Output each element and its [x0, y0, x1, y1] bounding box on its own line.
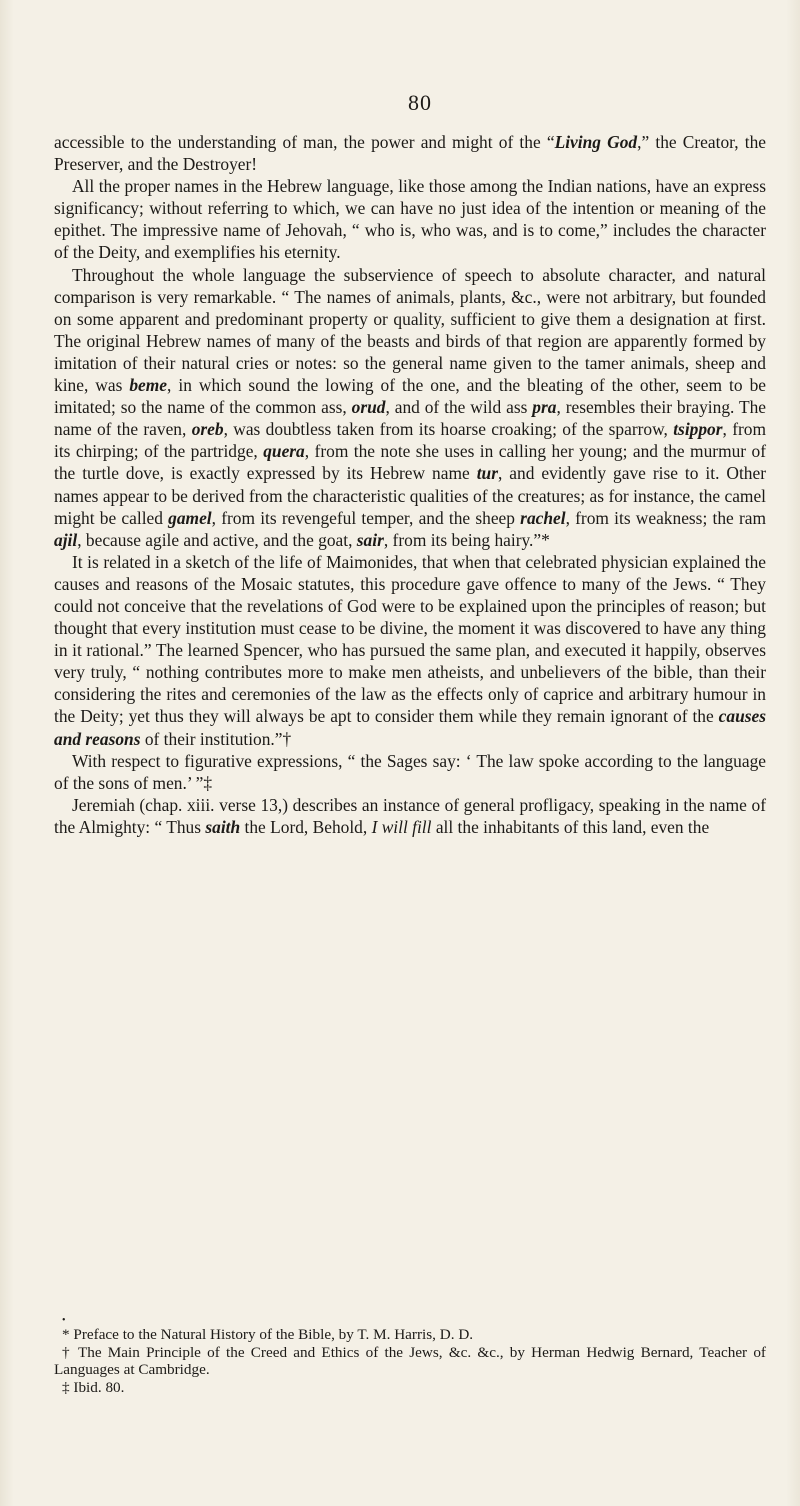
footnotes — [54, 1316, 766, 1396]
text-run: the Lord, Behold, — [240, 816, 372, 837]
emphasized-word: causes and reasons — [54, 706, 766, 749]
text-run: of their institution.”† — [140, 728, 292, 749]
footnote-separator-mark: • — [62, 1315, 66, 1326]
text-run: It is related in a sketch of the life of Maimonides, that when that celebrated physician explained the causes and reasons of the Mosaic statutes, this procedure gave offence to many of the Jews. “ They could not conceive that the revelations of God were to be explained upon the principles of reason; but thought that every institution must cease to be divine, the moment it was discovered to have any thing in it rational.” The learned Spencer, who has pursued the same plan, and executed it happily, observes very truly, “ nothing contributes more to make men atheists, and unbelievers of the bible, than their considering the rites and ceremonies of the law as the effects only of caprice and arbitrary humour in the Deity; yet thus they will always be apt to consider them while they remain ignorant of the — [54, 551, 766, 727]
text-run: With respect to figurative expressions, “ the Sages say: ‘ The law spoke according to the language of the sons of men.’ ”‡ — [54, 750, 766, 793]
text-run: Jeremiah (chap. xiii. verse 13,) describes an instance of general profligacy, speaking in the name of the Almighty: “ Thus — [54, 794, 766, 837]
emphasized-word: tsippor — [673, 419, 723, 440]
text-run: All the proper names in the Hebrew language, like those among the Indian nations, have an express significancy; without referring to which, we can have no just idea of the intention or meaning of the epithet. The impressive name of Jehovah, “ who is, who was, and is to come,” includes the character of the Deity, and exemplifies his eternity. — [54, 176, 766, 263]
text-run: , from its revengeful temper, and the sheep — [211, 507, 521, 528]
paragraph — [54, 264, 766, 551]
text-run: ,” the Creator, the Preserver, and the Destroyer! — [54, 132, 767, 175]
text-run: , from its being hairy.”* — [383, 529, 550, 550]
italic-phrase: I will fill — [371, 816, 432, 837]
emphasized-word: ajil — [54, 529, 78, 550]
paragraph — [54, 794, 766, 838]
text-run: , and of the wild ass — [385, 397, 533, 418]
text-run: , from its weakness; the ram — [565, 507, 766, 528]
text-run: all the inhabitants of this land, even the — [431, 816, 710, 837]
text-run: Throughout the whole language the subservience of speech to absolute character, and natural comparison is very remarkable. “ The names of animals, plants, &c., were not arbitrary, but founded on some apparent and predominant property or quality, sufficient to give them a designation at first. The original Hebrew names of many of the beasts and birds of that region are apparently formed by imitation of their natural cries or notes: so the general name given to the tamer animals, sheep and kine, was — [54, 264, 766, 396]
text-run: accessible to the understanding of man, the power and might of the “ — [54, 132, 555, 152]
emphasized-word: quera — [263, 441, 305, 462]
emphasized-word: rachel — [520, 507, 566, 528]
emphasized-word: pra — [532, 397, 557, 418]
footnote: † The Main Principle of the Creed and Ethics of the Jews, &c. &c., by Herman Hedwig Bernard, Teacher of Languages at Cambridge. — [54, 1343, 766, 1379]
emphasized-word: orud — [351, 397, 386, 418]
emphasized-word: oreb — [191, 419, 224, 440]
text-run: , from its chirping; of the partridge, — [54, 419, 766, 462]
text-run: , and evidently gave rise to it. Other names appear to be derived from the characteristic qualities of the creatures; as for instance, the camel might be called — [54, 463, 766, 528]
text-run: , in which sound the lowing of the one, and the bleating of the other, seem to be imitated; so the name of the common ass, — [54, 375, 766, 418]
paragraph — [54, 175, 766, 263]
footnote: ‡ Ibid. 80. — [62, 1378, 125, 1396]
emphasized-word: Living God — [554, 132, 638, 152]
emphasized-word: tur — [476, 463, 498, 484]
paragraph — [54, 750, 766, 794]
text-run: , from the note she uses in calling her young; and the murmur of the turtle dove, is exactly expressed by its Hebrew name — [54, 441, 766, 484]
text-run: , resembles their braying. The name of the raven, — [54, 397, 767, 440]
text-run: , was doubtless taken from its hoarse croaking; of the sparrow, — [223, 419, 674, 440]
emphasized-word: gamel — [168, 507, 212, 528]
footnote: * Preface to the Natural History of the Bible, by T. M. Harris, D. D. — [62, 1326, 474, 1343]
text-run: , because agile and active, and the goat, — [77, 529, 357, 550]
paragraph — [54, 551, 766, 750]
paragraph — [54, 131, 766, 175]
emphasized-word: saith — [205, 816, 241, 837]
page-number: 80 — [408, 90, 432, 115]
emphasized-word: beme — [129, 375, 168, 396]
body-text — [54, 131, 766, 838]
emphasized-word: sair — [356, 529, 384, 550]
